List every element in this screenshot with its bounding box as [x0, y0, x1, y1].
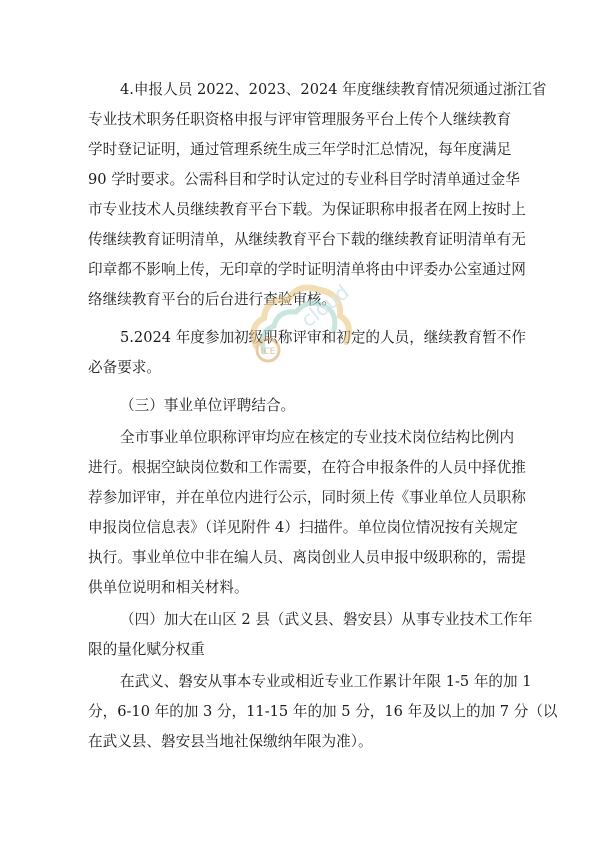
text-line: 络继续教育平台的后台进行查验审核。: [88, 291, 337, 308]
text-line: 90 学时要求。公需科目和学时认定过的专业科目学时清单通过金华: [88, 171, 520, 188]
text-line: 专业技术职务任职资格申报与评审管理服务平台上传个人继续教育: [88, 111, 512, 128]
watermark-text: cloud: [296, 279, 354, 332]
section-heading: （四）加大在山区 2 县（武义县、磐安县）从事专业技术工作年: [120, 611, 533, 628]
section-heading-continued: 限的量化赋分权重: [88, 641, 205, 658]
text-line: 传继续教育证明清单，从继续教育平台下载的继续教育证明清单有无: [88, 231, 526, 248]
text-line: 印章都不影响上传，无印章的学时证明清单将由中评委办公室通过网: [88, 261, 526, 278]
text-line: 全市事业单位职称评审均应在核定的专业技术岗位结构比例内: [120, 429, 515, 446]
text-line: 市专业技术人员继续教育平台下载。为保证职称申报者在网上按时上: [88, 201, 526, 218]
watermark-mark: ICE: [260, 347, 276, 357]
text-line: 进行。根据空缺岗位数和工作需要，在符合申报条件的人员中择优推: [88, 459, 526, 476]
text-line: 申报岗位信息表》（详见附件 4）扫描件。单位岗位情况按有关规定: [88, 519, 518, 536]
text-line: 必备要求。: [88, 359, 161, 376]
text-line: 执行。事业单位中非在编人员、离岗创业人员申报中级职称的，需提: [88, 549, 526, 566]
text-line: 荐参加评审，并在单位内进行公示，同时须上传《事业单位人员职称: [88, 489, 526, 506]
text-line: 4.申报人员 2022、2023、2024 年度继续教育情况须通过浙江省: [120, 81, 547, 98]
text-line: 学时登记证明，通过管理系统生成三年学时汇总情况，每年度满足: [88, 141, 512, 158]
text-line: 供单位说明和相关材料。: [88, 579, 249, 596]
text-line: 5.2024 年度参加初级职称评审和初定的人员，继续教育暂不作: [120, 329, 526, 346]
text-line: 在武义、磐安从事本专业或相近专业工作累计年限 1-5 年的加 1: [120, 673, 532, 690]
text-line: 分，6-10 年的加 3 分，11-15 年的加 5 分，16 年及以上的加 7 分（以: [88, 703, 558, 720]
text-line: 在武义县、磐安县当地社保缴纳年限为准）。: [88, 733, 373, 750]
section-heading: （三）事业单位评聘结合。: [120, 397, 296, 414]
